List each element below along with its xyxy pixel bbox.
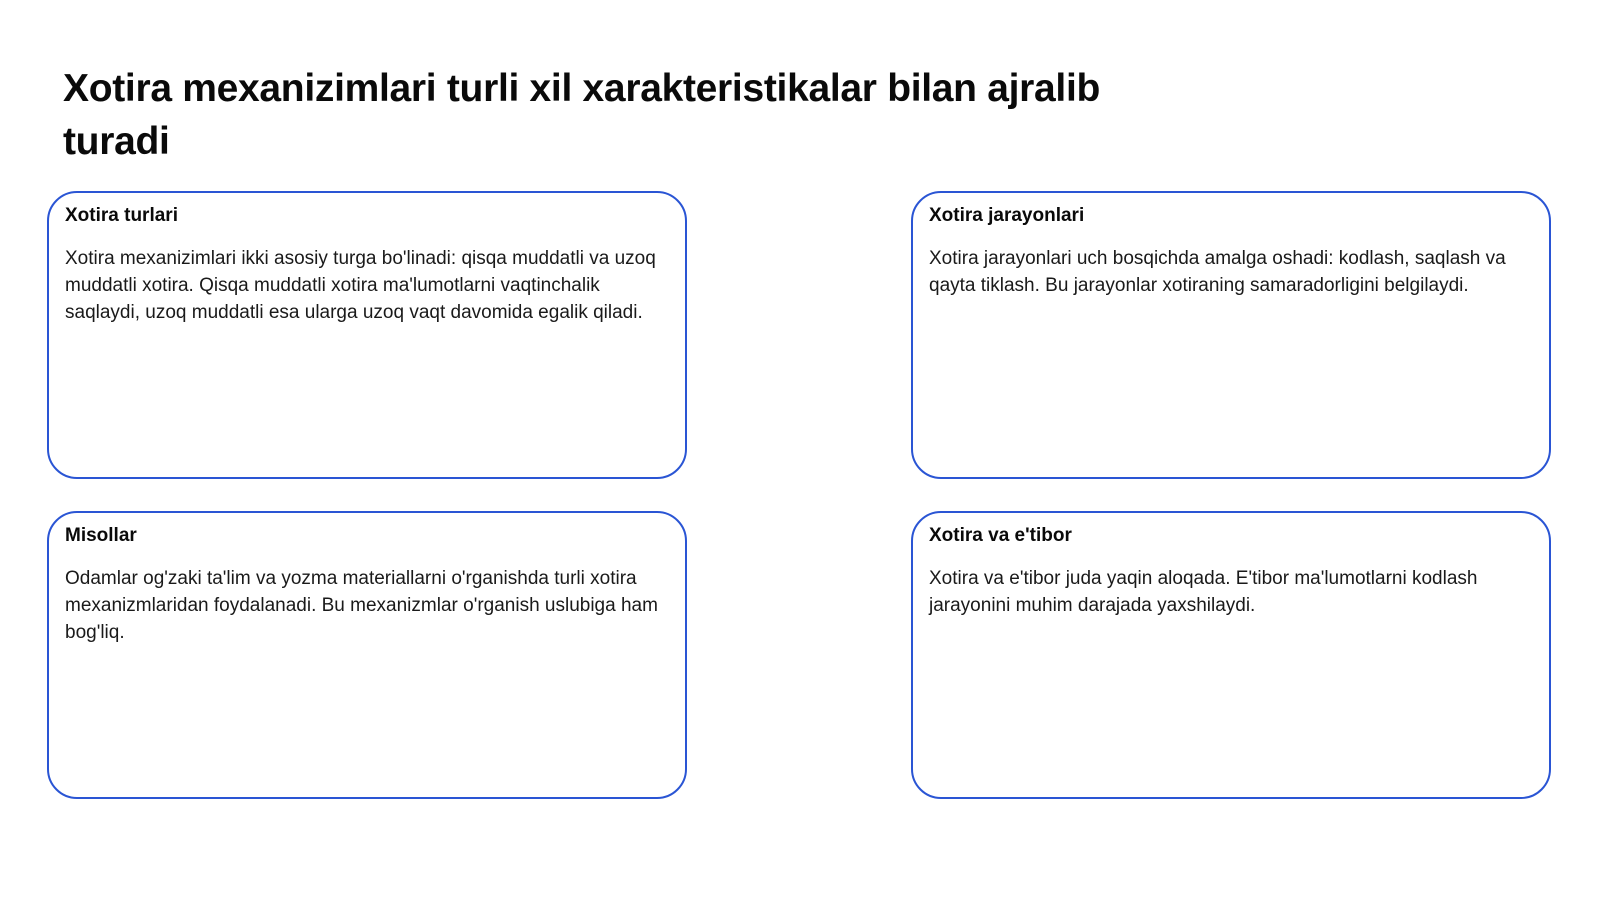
card-xotira-turlari bbox=[47, 191, 687, 479]
slide-title: Xotira mexanizimlari turli xil xarakteristikalar bilan ajralib turadi bbox=[63, 67, 1101, 163]
card-title: Misollar bbox=[65, 525, 137, 546]
card-xotira-jarayonlari bbox=[911, 191, 1551, 479]
card-body: Xotira jarayonlari uch bosqichda amalga oshadi: kodlash, saqlash va qayta tiklash. Bu jarayonlar xotiraning samaradorligini belgilaydi. bbox=[929, 248, 1506, 296]
card-misollar bbox=[47, 511, 687, 799]
card-title: Xotira va e'tibor bbox=[929, 525, 1072, 546]
card-body: Odamlar og'zaki ta'lim va yozma materiallarni o'rganishda turli xotira mexanizmlaridan foydalanadi. Bu mexanizmlar o'rganish uslubiga ham bog'liq. bbox=[65, 568, 658, 643]
card-xotira-va-etibor bbox=[911, 511, 1551, 799]
card-body: Xotira va e'tibor juda yaqin aloqada. E'tibor ma'lumotlarni kodlash jarayonini muhim darajada yaxshilaydi. bbox=[929, 568, 1478, 616]
card-title: Xotira jarayonlari bbox=[929, 205, 1085, 226]
card-body: Xotira mexanizimlari ikki asosiy turga bo'linadi: qisqa muddatli va uzoq muddatli xotira. Qisqa muddatli xotira ma'lumotlarni vaqtinchalik saqlaydi, uzoq muddatli esa ularga uzoq vaqt davomida egalik qiladi. bbox=[65, 248, 656, 323]
card-title: Xotira turlari bbox=[65, 205, 178, 226]
